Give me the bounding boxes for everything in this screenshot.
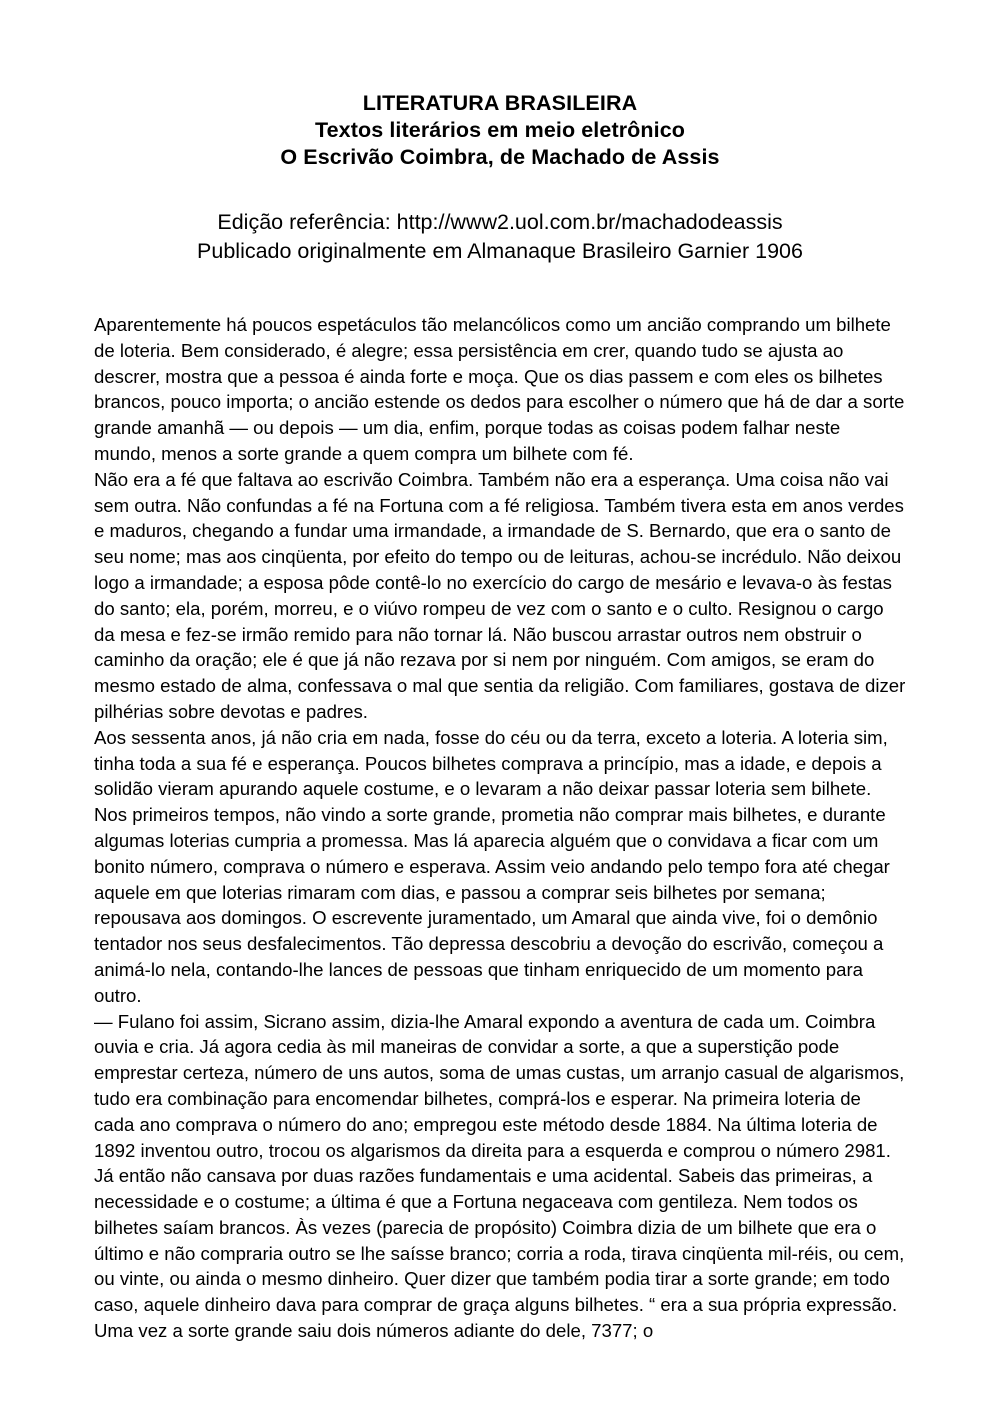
body-paragraph: Aos sessenta anos, já não cria em nada, fosse do céu ou da terra, exceto a loteria. A loteria sim, tinha toda a sua fé e esperança. Poucos bilhetes comprava a princípio, mas a idade, e depois a solidão vieram apurando aquele costume, e o levaram a não deixar passar loteria sem bilhete.	[94, 726, 888, 800]
work-title: O Escrivão Coimbra, de Machado de Assis	[280, 145, 720, 169]
document-masthead	[94, 90, 906, 171]
edition-reference-line: Edição referência: http://www2.uol.com.br/machadodeassis	[217, 210, 783, 234]
body-paragraph: — Fulano foi assim, Sicrano assim, dizia-lhe Amaral expondo a aventura de cada um. Coimbra ouvia e cria. Já agora cedia às mil maneiras de convidar a sorte, a que a superstição pode emprestar certeza, número de uns autos, soma de umas custas, um arranjo casual de algarismos, tudo era combinação para encomendar bilhetes, comprá-los e esperar. Na primeira loteria de cada ano comprava o número do ano; empregou este método desde 1884. Na última loteria de 1892 inventou outro, trocou os algarismos da direita para a esquerda e comprou o número 2981. Já então não cansava por duas razões fundamentais e uma acidental. Sabeis das primeiras, a necessidade e o costume; a última é que a Fortuna negaceava com gentileza. Nem todos os bilhetes saíam brancos. Às vezes (parecia de propósito) Coimbra dizia de um bilhete que era o último e não compraria outro se lhe saísse branco; corria a roda, tirava cinqüenta mil-réis, ou cem, ou vinte, ou ainda o mesmo dinheiro. Quer dizer que também podia tirar a sorte grande; em todo caso, aquele dinheiro dava para comprar de graça alguns bilhetes. “ era a sua própria expressão. Uma vez a sorte grande saiu dois números adiante do dele, 7377; o	[94, 1010, 905, 1342]
body-paragraph: Não era a fé que faltava ao escrivão Coimbra. Também não era a esperança. Uma coisa não vai sem outra. Não confundas a fé na Fortuna com a fé religiosa. Também tivera esta em anos verdes e maduros, chegando a fundar uma irmandade, a irmandade de S. Bernardo, que era o santo de seu nome; mas aos cinqüenta, por efeito do tempo ou de leituras, achou-se incrédulo. Não deixou logo a irmandade; a esposa pôde contê-lo no exercício do cargo de mesário e levava-o às festas do santo; ela, porém, morreu, e o viúvo rompeu de vez com o santo e o culto. Resignou o cargo da mesa e fez-se irmão remido para não tornar lá. Não buscou arrastar outros nem obstruir o caminho da oração; ele é que já não rezava por si nem por ninguém. Com amigos, se eram do mesmo estado de alma, confessava o mal que sentia da religião. Com familiares, gostava de dizer pilhérias sobre devotas e padres.	[94, 468, 906, 722]
publication-origin-line: Publicado originalmente em Almanaque Brasileiro Garnier 1906	[197, 239, 803, 263]
edition-reference-block	[94, 208, 906, 266]
page-subtitle: Textos literários em meio eletrônico	[314, 118, 685, 142]
body-paragraph: Nos primeiros tempos, não vindo a sorte grande, prometia não comprar mais bilhetes, e durante algumas loterias cumpria a promessa. Mas lá aparecia alguém que o convidava a ficar com um bonito número, comprava o número e esperava. Assim veio andando pelo tempo fora até chegar aquele em que loterias rimaram com dias, e passou a comprar seis bilhetes por semana; repousava aos domingos. O escrevente juramentado, um Amaral que ainda vive, foi o demônio tentador nos seus desfalecimentos. Tão depressa descobriu a devoção do escrivão, começou a animá-lo nela, contando-lhe lances de pessoas que tinham enriquecido de um momento para outro.	[94, 804, 890, 1006]
page-title: LITERATURA BRASILEIRA	[362, 91, 638, 115]
document-body	[94, 312, 906, 1344]
body-paragraph: Aparentemente há poucos espetáculos tão melancólicos como um ancião comprando um bilhete de loteria. Bem considerado, é alegre; essa persistência em crer, quando tudo se ajusta ao descrer, mostra que a pessoa é ainda forte e moça. Que os dias passem e com eles os bilhetes brancos, pouco importa; o ancião estende os dedos para escolher o número que há de dar a sorte grande amanhã — ou depois — um dia, enfim, porque todas as coisas podem falhar neste mundo, menos a sorte grande a quem compra um bilhete com fé.	[94, 314, 905, 464]
